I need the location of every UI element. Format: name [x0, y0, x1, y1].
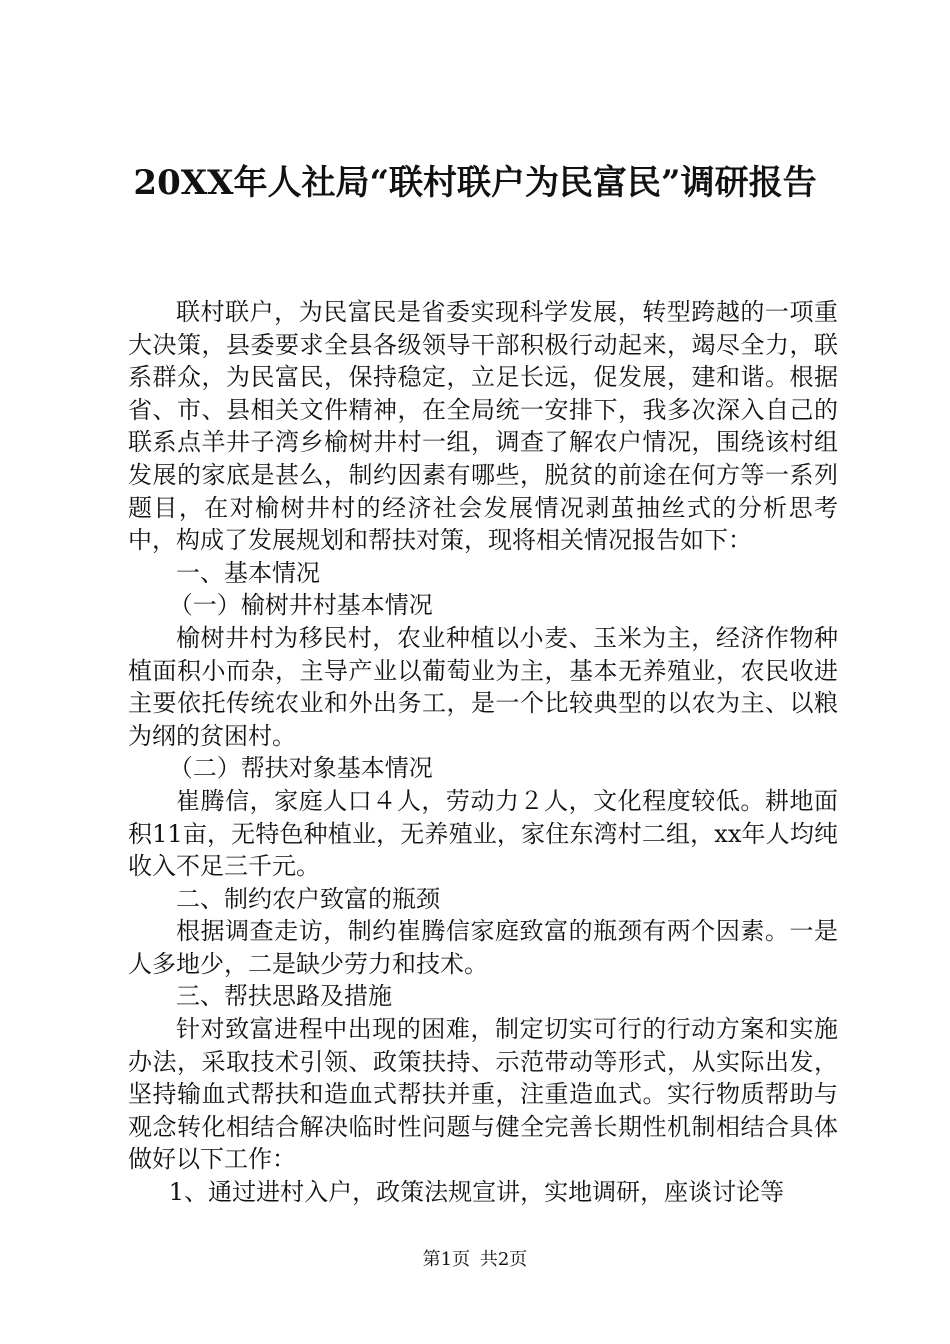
page-number: 第1页 [422, 1249, 471, 1270]
heading-basic-situation: 一、基本情况 [176, 558, 320, 587]
paragraph-village-situation: 榆树井村为移民村，农业种植以小麦、玉米为主，经济作物种植面积小而杂，主导产业以葡萄业为主，基本无养殖业，农民收进主要依托传统农业和外出务工，是一个比较典型的以农为主、以粮为纲的贫困村。 [128, 623, 838, 750]
page-total: 共2页 [479, 1249, 528, 1270]
heading-bottleneck: 二、制约农户致富的瓶颈 [176, 884, 440, 913]
document-body [128, 296, 838, 1209]
paragraph-target-situation: 崔腾信，家庭人口４人，劳动力２人，文化程度较低。耕地面积11亩，无特色种植业，无养殖业，家住东湾村二组，xx年人均纯收入不足三千元。 [128, 786, 838, 881]
paragraph-measure-1: 1、通过进村入户，政策法规宣讲，实地调研，座谈讨论等 [168, 1178, 785, 1207]
paragraph-bottleneck: 根据调查走访，制约崔腾信家庭致富的瓶颈有两个因素。一是人多地少，二是缺少劳力和技术。 [128, 917, 838, 978]
heading-measures: 三、帮扶思路及措施 [176, 982, 392, 1011]
page-footer [0, 1248, 950, 1272]
subheading-village-situation: （一）榆树井村基本情况 [168, 591, 433, 620]
paragraph-measures: 针对致富进程中出现的困难，制定切实可行的行动方案和实施办法，采取技术引领、政策扶持、示范带动等形式，从实际出发，坚持输血式帮扶和造血式帮扶并重，注重造血式。实行物质帮助与观念转化相结合解决临时性问题与健全完善长期性机制相结合具体做好以下工作： [128, 1015, 838, 1174]
subheading-target-situation: （二）帮扶对象基本情况 [168, 754, 433, 783]
paragraph-intro: 联村联户，为民富民是省委实现科学发展，转型跨越的一项重大决策，县委要求全县各级领导干部积极行动起来，竭尽全力，联系群众，为民富民，保持稳定，立足长远，促发展，建和谐。根据省、市、县相关文件精神，在全局统一安排下，我多次深入自己的联系点羊井子湾乡榆树井村一组，调查了解农户情况，围绕该村组发展的家底是甚么，制约因素有哪些，脱贫的前途在何方等一系列题目，在对榆树井村的经济社会发展情况剥茧抽丝式的分析思考中，构成了发展规划和帮扶对策，现将相关情况报告如下： [128, 298, 838, 555]
document-title: 20XX年人社局“联村联户为民富民”调研报告 [133, 163, 817, 203]
